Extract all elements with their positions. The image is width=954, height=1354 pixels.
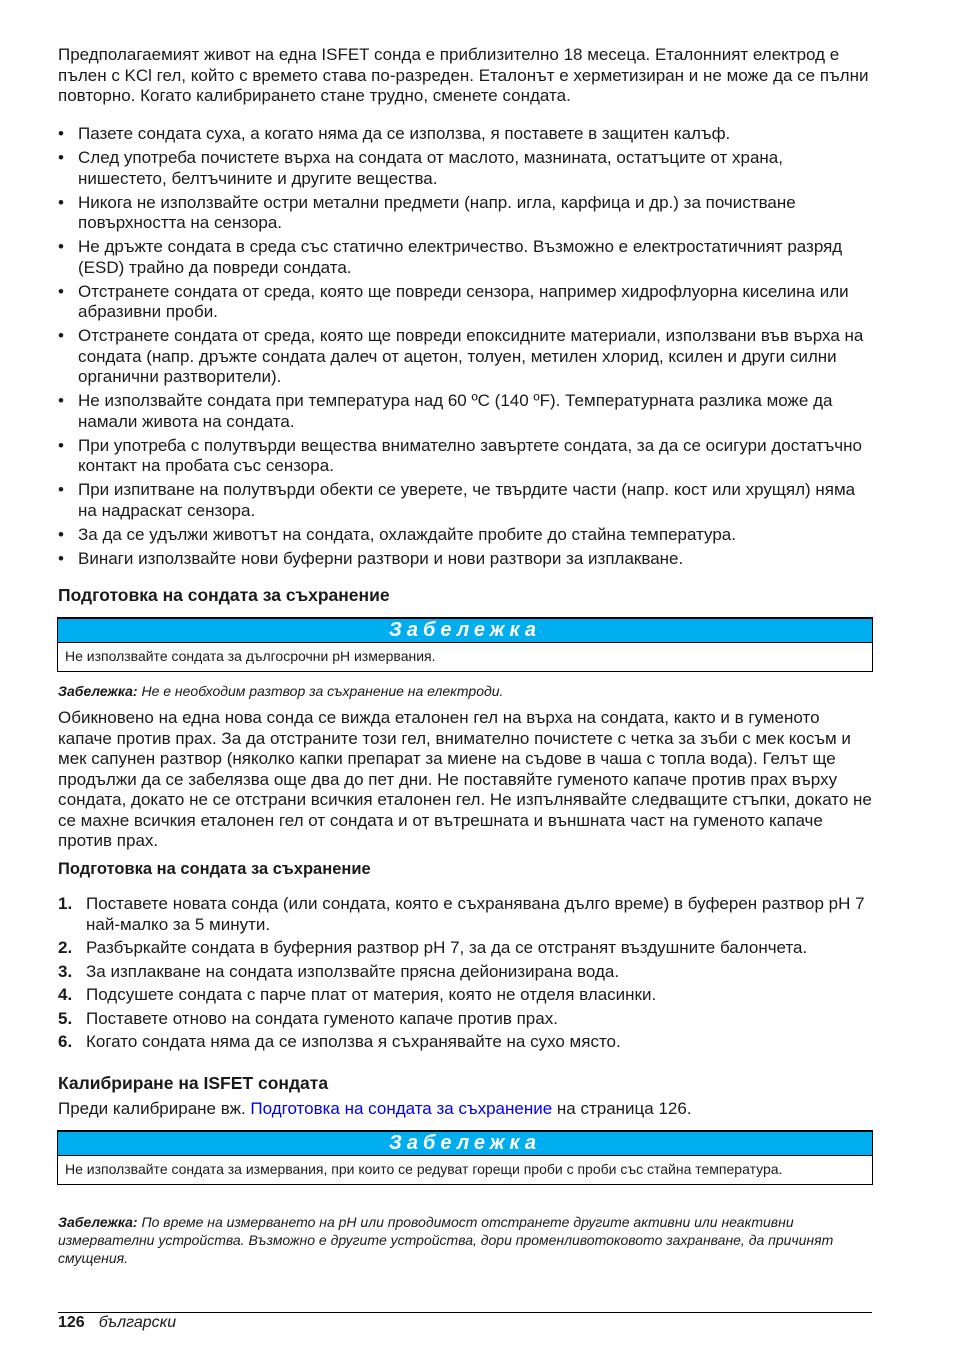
note-title: Забележка — [58, 619, 872, 643]
step-text: Поставете новата сонда (или сондата, която е съхранявана дълго време) в буферен разтвор pH 7 най-малко за 5 минути. — [86, 894, 865, 934]
procedure-step — [58, 894, 872, 935]
section-heading-storage: Подготовка на сондата за съхранение — [58, 585, 390, 605]
step-number: 2. — [58, 938, 73, 957]
care-bullet-list — [58, 124, 872, 573]
reference-suffix: на страница 126. — [552, 1099, 692, 1118]
bullet-item — [58, 436, 872, 477]
storage-paragraph — [58, 708, 872, 852]
bullet-text: Пазете сондата суха, а когато няма да се използва, я поставете в защитен калъф. — [78, 124, 731, 143]
bullet-text: Не използвайте сондата при температура над 60 ºC (140 ºF). Температурната разлика може да намали живота на сондата. — [78, 391, 833, 431]
bullet-text: Винаги използвайте нови буферни разтвори и нови разтвори за изплакване. — [78, 548, 684, 568]
intro-text: Предполагаемият живот на една ISFET сонда е приблизително 18 месеца. Еталонният електрод е пълен с KCl гел, който с времето става по-разреден. Еталонът е херметизиран и не може да се пълни повторно. Когато калибрирането стане трудно, сменете сондата. — [58, 45, 869, 105]
note-title: Забележка — [58, 1132, 872, 1156]
bullet-item — [58, 282, 872, 323]
bullet-item — [58, 480, 872, 521]
reference-link[interactable]: Подготовка на сондата за съхранение — [250, 1099, 553, 1118]
bullet-item — [58, 124, 872, 145]
bullet-icon: • — [58, 124, 64, 143]
bullet-text: За да се удължи животът на сондата, охлаждайте пробите до стайна температура. — [78, 524, 736, 544]
calibration-reference — [58, 1099, 872, 1120]
bullet-item — [58, 549, 872, 570]
bullet-item — [58, 148, 872, 189]
storage-paragraph-text: Обикновено на една нова сонда се вижда еталонен гел на върха на сондата, както и в гуменото капаче против прах. За да отстраните този гел, внимателно почистете с четка за зъби с мек косъм и мек сапунен разтвор (няколко капки препарат за миене на съдове в чаша с топла вода). Гелът ще продължи да се забелязва още два до пет дни. Не поставяйте гуменото капаче против прах върху сондата, докато не се отстрани всичкия еталонен гел. Не изпълнявайте следващите стъпки, докато не се махне всичкия еталонен гел от сондата и от вътрешната и външната част на гуменото капаче против прах. — [58, 708, 872, 850]
bullet-icon: • — [58, 435, 64, 455]
section-calibration — [58, 1072, 872, 1094]
step-text: Разбъркайте сондата в буферния разтвор pH 7, за да се отстранят въздушните балончета. — [86, 938, 808, 957]
step-number: 4. — [58, 985, 73, 1004]
inline-note-storage — [58, 682, 872, 700]
footer-language: български — [98, 1314, 177, 1331]
inline-note-label: Забележка: — [58, 683, 138, 699]
bullet-text: При употреба с полутвърди вещества внимателно завъртете сондата, за да се осигури достатъчно контакт на пробата със сензора. — [78, 435, 862, 475]
bullet-text: Отстранете сондата от среда, която ще повреди сензора, например хидрофлуорна киселина или абразивни проби. — [78, 281, 849, 321]
page-number: 126 — [58, 1314, 85, 1331]
bullet-icon: • — [58, 326, 64, 345]
step-text: Когато сондата няма да се използва я съхранявайте на сухо място. — [86, 1032, 621, 1051]
bullet-icon: • — [58, 524, 64, 544]
bullet-item — [58, 326, 872, 388]
intro-paragraph — [58, 45, 872, 107]
note-box-storage — [57, 617, 873, 672]
procedure-heading-block — [58, 859, 872, 879]
section-heading-calibration: Калибриране на ISFET сондата — [58, 1073, 329, 1093]
step-number: 1. — [58, 894, 73, 913]
bullet-item — [58, 525, 872, 546]
bullet-icon: • — [58, 237, 64, 256]
bullet-icon: • — [58, 192, 64, 212]
note-text: Не използвайте сондата за измервания, при които се редуват горещи проби с проби със стайна температура. — [65, 1161, 783, 1177]
bullet-text: След употреба почистете върха на сондата от маслото, мазнината, остатъците от храна, нишестето, белтъчините и другите вещества. — [78, 148, 783, 188]
procedure-steps — [58, 894, 872, 1056]
procedure-step — [58, 962, 872, 983]
bullet-text: Не дръжте сондата в среда със статично електричество. Възможно е електростатичният разряд (ESD) трайно да повреди сондата. — [78, 237, 843, 277]
bullet-item — [58, 391, 872, 432]
bullet-text: Отстранете сондата от среда, която ще повреди епоксидните материали, използвани във върха на сондата (напр. дръжте сондата далеч от ацетон, толуен, метилен хлорид, ксилен и други силни органични разтворители). — [78, 326, 864, 386]
note-text: Не използвайте сондата за дългосрочни pH измервания. — [65, 648, 436, 664]
step-text: Подсушете сондата с парче плат от материя, която не отделя власинки. — [86, 985, 657, 1004]
inline-note-calibration — [58, 1213, 848, 1267]
inline-note-label: Забележка: — [58, 1214, 138, 1230]
step-text: Поставете отново на сондата гуменото капаче против прах. — [86, 1008, 558, 1028]
bullet-icon: • — [58, 548, 64, 568]
bullet-text: Никога не използвайте остри метални предмети (напр. игла, карфица и др.) за почистване повърхността на сензора. — [78, 192, 796, 232]
section-storage — [58, 584, 872, 606]
reference-prefix: Преди калибриране вж. — [58, 1099, 251, 1118]
procedure-step — [58, 1009, 872, 1030]
procedure-step — [58, 1032, 872, 1053]
bullet-item — [58, 193, 872, 234]
note-box-calibration — [57, 1130, 873, 1185]
bullet-icon: • — [58, 391, 64, 410]
bullet-icon: • — [58, 480, 64, 499]
bullet-item — [58, 237, 872, 278]
step-number: 5. — [58, 1008, 73, 1028]
step-number: 6. — [58, 1032, 73, 1051]
bullet-text: При изпитване на полутвърди обекти се уверете, че твърдите части (напр. кост или хрущял) няма на надраскат сензора. — [78, 480, 856, 520]
bullet-icon: • — [58, 148, 64, 167]
page-footer — [58, 1313, 176, 1333]
inline-note-text: Не е необходим разтвор за съхранение на електроди. — [137, 683, 504, 699]
step-text: За изплакване на сондата използвайте прясна дейонизирана вода. — [86, 961, 620, 981]
procedure-step — [58, 938, 872, 959]
procedure-step — [58, 985, 872, 1006]
procedure-heading: Подготовка на сондата за съхранение — [58, 860, 371, 878]
step-number: 3. — [58, 961, 73, 981]
bullet-icon: • — [58, 281, 64, 301]
footer-divider — [58, 1312, 872, 1313]
inline-note-text: По време на измерването на pH или проводимост отстранете другите активни или неактивни измервателни устройства. Възможно е другите устройства, дори променливотоковото захранване, да причинят смущения. — [58, 1214, 834, 1266]
